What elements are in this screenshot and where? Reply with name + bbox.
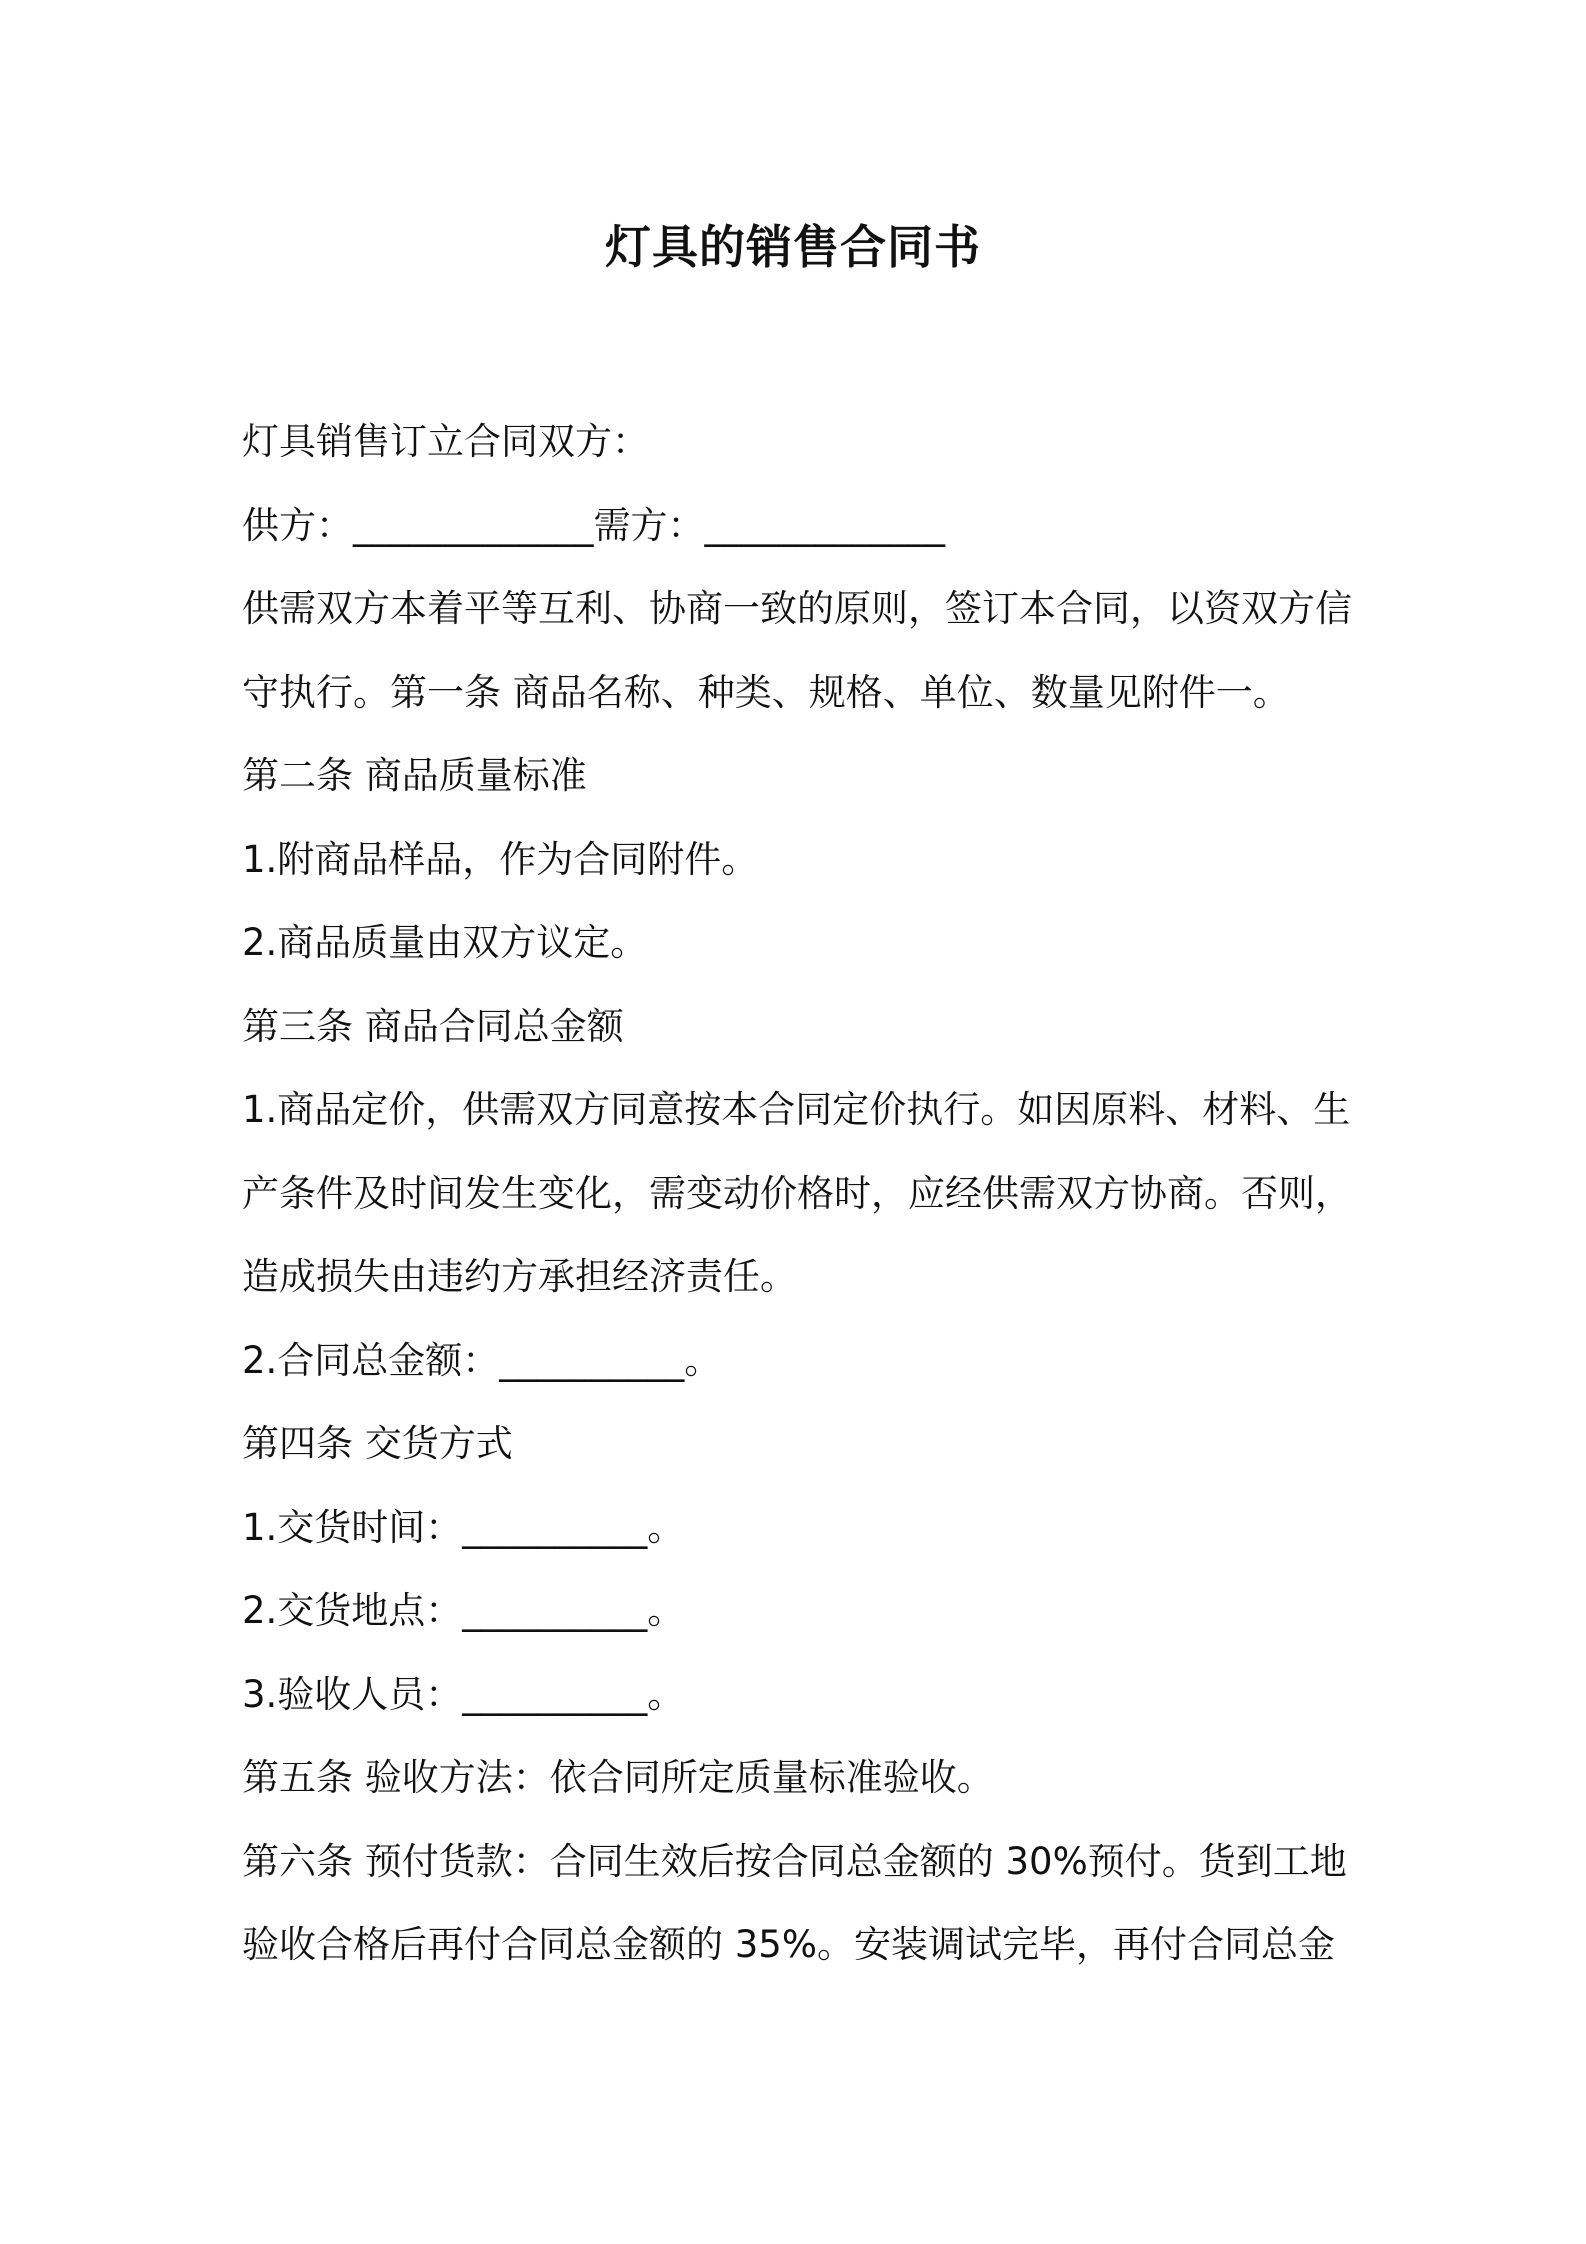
document-title: 灯具的销售合同书 (605, 220, 981, 274)
text-line: 2.商品质量由双方议定。 (242, 921, 648, 964)
section-heading: 第五条 验收方法：依合同所定质量标准验收。 (242, 1756, 994, 1799)
section-heading: 第三条 商品合同总金额 (242, 1004, 624, 1048)
text-line: 供方：_____________需方：_____________ (242, 503, 945, 547)
section-heading: 第二条 商品质量标准 (242, 754, 587, 797)
document-body (242, 400, 1362, 1987)
text-line: 产条件及时间发生变化，需变动价格时，应经供需双方协商。否则， (242, 1171, 1352, 1215)
text-line: 灯具销售订立合同双方： (242, 420, 649, 463)
text-line: 供需双方本着平等互利、协商一致的原则，签订本合同，以资双方信 (242, 587, 1352, 630)
text-line: 1.附商品样品，作为合同附件。 (242, 837, 759, 881)
text-line: 2.交货地点：__________。 (242, 1589, 685, 1632)
section-heading: 第六条 预付货款：合同生效后按合同总金额的 30%预付。货到工地 (242, 1839, 1347, 1883)
section-heading: 第四条 交货方式 (242, 1422, 513, 1465)
text-line: 验收合格后再付合同总金额的 35%。安装调试完毕，再付合同总金 (242, 1923, 1335, 1966)
text-line: 2.合同总金额：__________。 (242, 1338, 722, 1382)
text-line: 1.交货时间：__________。 (242, 1505, 685, 1549)
text-line: 造成损失由违约方承担经济责任。 (242, 1255, 797, 1298)
text-line: 守执行。第一条 商品名称、种类、规格、单位、数量见附件一。 (242, 670, 1290, 714)
text-line: 3.验收人员：__________。 (242, 1672, 685, 1716)
text-line: 1.商品定价，供需双方同意按本合同定价执行。如因原料、材料、生 (242, 1088, 1351, 1131)
